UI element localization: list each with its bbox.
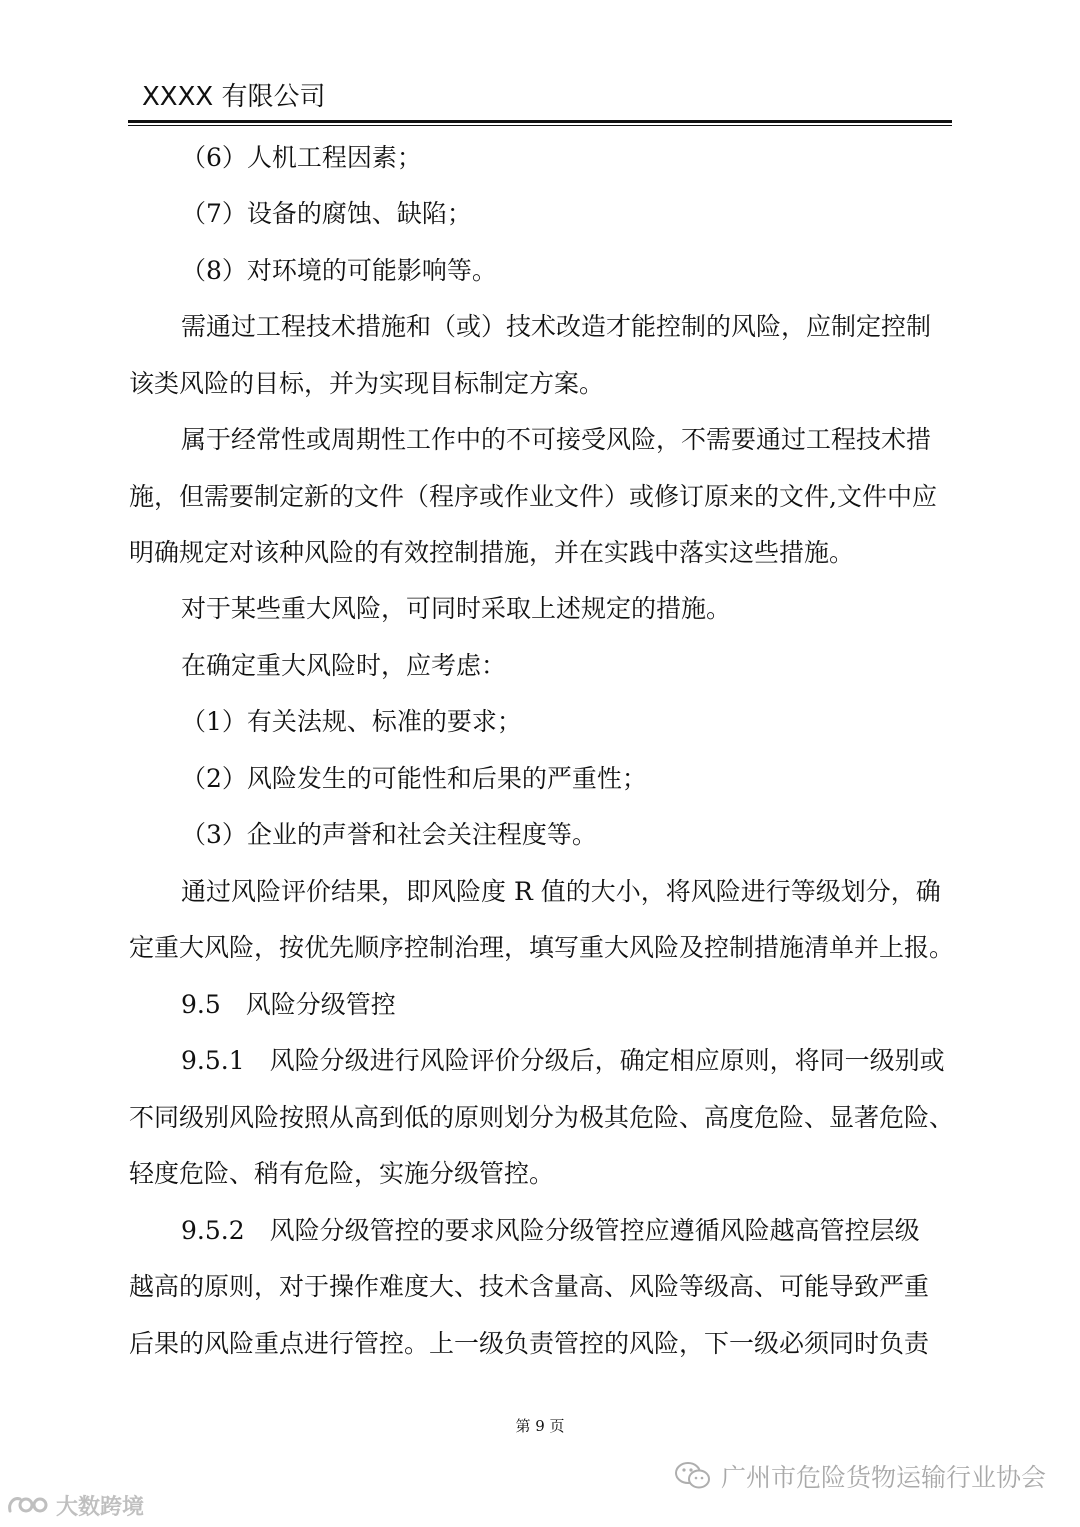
paragraph-line: 明确规定对该种风险的有效控制措施，并在实践中落实这些措施。: [129, 538, 855, 567]
header-divider: [128, 120, 952, 126]
paragraph-line: 属于经常性或周期性工作中的不可接受风险，不需要通过工程技术措: [181, 425, 932, 454]
paragraph-line: 需通过工程技术措施和（或）技术改造才能控制的风险，应制定控制: [181, 312, 932, 341]
paragraph-line: 不同级别风险按照从高到低的原则划分为极其危险、高度危险、显著危险、: [129, 1103, 955, 1132]
paragraph-line: 该类风险的目标，并为实现目标制定方案。: [129, 369, 605, 398]
paragraph-line: 9.5.2 风险分级管控的要求风险分级管控应遵循风险越高管控层级: [181, 1216, 920, 1245]
watermark-association: [673, 1458, 1046, 1494]
list-item-6: （6）人机工程因素；: [181, 143, 422, 172]
watermark-association-text: 广州市危险货物运输行业协会: [720, 1463, 1046, 1492]
list-item-2: （2）风险发生的可能性和后果的严重性；: [181, 764, 647, 793]
paragraph-line: 在确定重大风险时，应考虑：: [181, 651, 507, 680]
paragraph-line: 定重大风险，按优先顺序控制治理，填写重大风险及控制措施清单并上报。: [129, 933, 955, 962]
paragraph-line: 通过风险评价结果，即风险度 R 值的大小，将风险进行等级划分，确: [181, 877, 941, 906]
paragraph-line: 越高的原则，对于操作难度大、技术含量高、风险等级高、可能导致严重: [129, 1272, 930, 1301]
section-heading-9-5: 9.5 风险分级管控: [181, 990, 396, 1019]
header-company-name: XXXX 有限公司: [142, 82, 326, 112]
list-item-1: （1）有关法规、标准的要求；: [181, 707, 522, 736]
watermark-brand-text: 大数跨境: [56, 1494, 145, 1520]
brand-icon: [6, 1491, 52, 1519]
paragraph-line: 对于某些重大风险，可同时采取上述规定的措施。: [181, 594, 732, 623]
list-item-8: （8）对环境的可能影响等。: [181, 256, 497, 285]
list-item-7: （7）设备的腐蚀、缺陷；: [181, 199, 472, 228]
paragraph-line: 轻度危险、稍有危险，实施分级管控。: [129, 1159, 555, 1188]
page-number: 第 9 页: [515, 1417, 565, 1435]
paragraph-line: 9.5.1 风险分级进行风险评价分级后，确定相应原则，将同一级别或: [181, 1046, 945, 1075]
watermark-brand: [6, 1488, 144, 1522]
wechat-icon: [673, 1460, 713, 1492]
paragraph-line: 后果的风险重点进行管控。上一级负责管控的风险，下一级必须同时负责: [129, 1329, 930, 1358]
list-item-3: （3）企业的声誉和社会关注程度等。: [181, 820, 597, 849]
paragraph-line: 施，但需要制定新的文件（程序或作业文件）或修订原来的文件,文件中应: [129, 482, 937, 511]
